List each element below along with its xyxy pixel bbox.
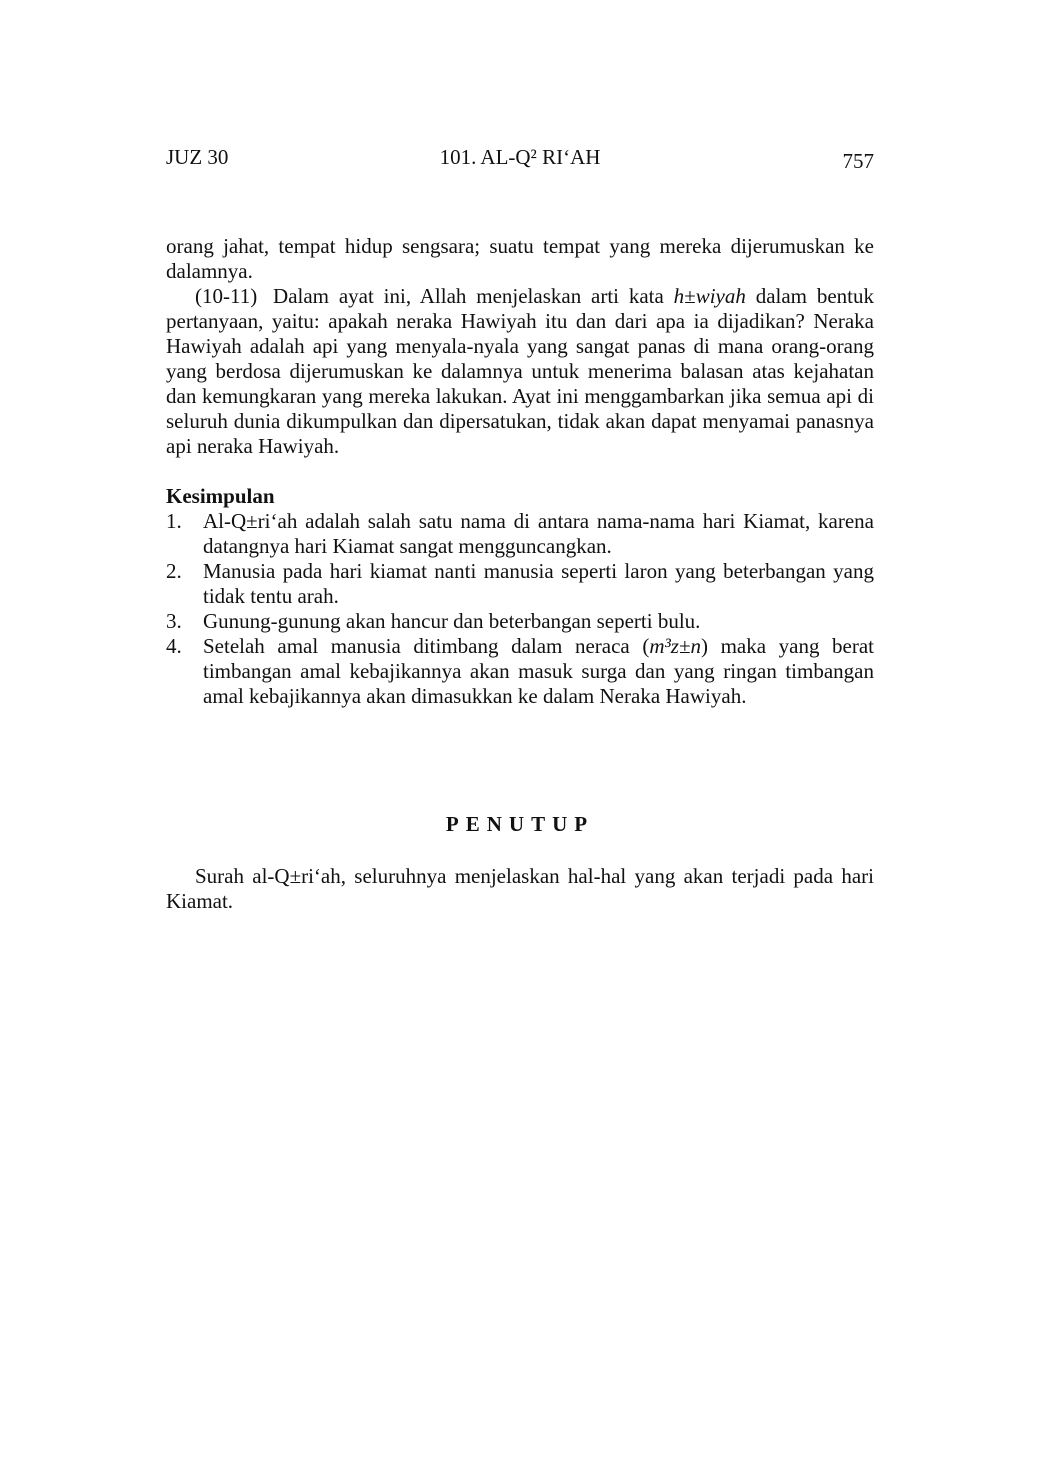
- juz-label: JUZ 30: [166, 145, 229, 169]
- conclusion-heading: Kesimpulan: [166, 484, 275, 508]
- closing-heading: PENUTUP: [445, 812, 595, 836]
- list-item-text-before-term: Setelah amal manusia ditimbang dalam neraca (: [203, 634, 650, 658]
- section-spacer: [166, 459, 874, 484]
- closing-paragraph: Surah al-Q±ri‘ah, seluruhnya menjelaskan hal-hal yang akan terjadi pada hari Kiamat.: [166, 864, 874, 913]
- list-item-number: 2.: [166, 559, 182, 583]
- arabic-term: h±wiyah: [673, 284, 746, 308]
- surah-title: 101. AL-Q² RI‘AH: [439, 145, 601, 169]
- paragraph-text-after-term: dalam bentuk pertanyaan, yaitu: apakah neraka Hawiyah itu dan dari apa ia dijadikan? Neraka Hawiyah adalah api yang menyala-nyala yang sangat panas di mana orang-orang yang berdosa dijerumuskan ke dalamnya untuk menerima balasan atas kejahatan dan kemungkaran yang mereka lakukan. Ayat ini menggambarkan jika semua api di seluruh dunia dikumpulkan dan dipersatukan, tidak akan dapat menyamai panasnya api neraka Hawiyah.: [166, 284, 874, 458]
- closing-section: [166, 864, 874, 914]
- page-header: [166, 145, 874, 177]
- list-item-text: Gunung-gunung akan hancur dan beterbangan seperti bulu.: [203, 609, 701, 633]
- arabic-term: m³z±n: [649, 634, 701, 658]
- list-item: [166, 559, 874, 609]
- page-number: 757: [842, 149, 874, 173]
- list-item-text: Manusia pada hari kiamat nanti manusia seperti laron yang beterbangan yang tidak tentu arah.: [203, 559, 874, 608]
- list-item: [166, 634, 874, 709]
- continuation-paragraph: orang jahat, tempat hidup sengsara; suatu tempat yang mereka dijerumuskan ke dalamnya.: [166, 234, 874, 283]
- list-item: [166, 609, 874, 634]
- list-item: [166, 509, 874, 559]
- conclusion-list: [166, 509, 874, 709]
- list-item-number: 4.: [166, 634, 182, 658]
- verse-explanation-paragraph: [166, 284, 874, 459]
- list-item-text: Al-Q±ri‘ah adalah salah satu nama di antara nama-nama hari Kiamat, karena datangnya hari Kiamat sangat mengguncangkan.: [203, 509, 874, 558]
- main-content: [166, 234, 874, 709]
- list-item-text-after-term: ) maka yang berat timbangan amal kebajikannya akan masuk surga dan yang ringan timbangan amal kebajikannya akan dimasukkan ke dalam Neraka Hawiyah.: [203, 634, 874, 708]
- verse-reference: (10-11): [195, 284, 258, 308]
- list-item-number: 3.: [166, 609, 182, 633]
- list-item-number: 1.: [166, 509, 182, 533]
- paragraph-text-before-term: Dalam ayat ini, Allah menjelaskan arti kata: [263, 284, 674, 308]
